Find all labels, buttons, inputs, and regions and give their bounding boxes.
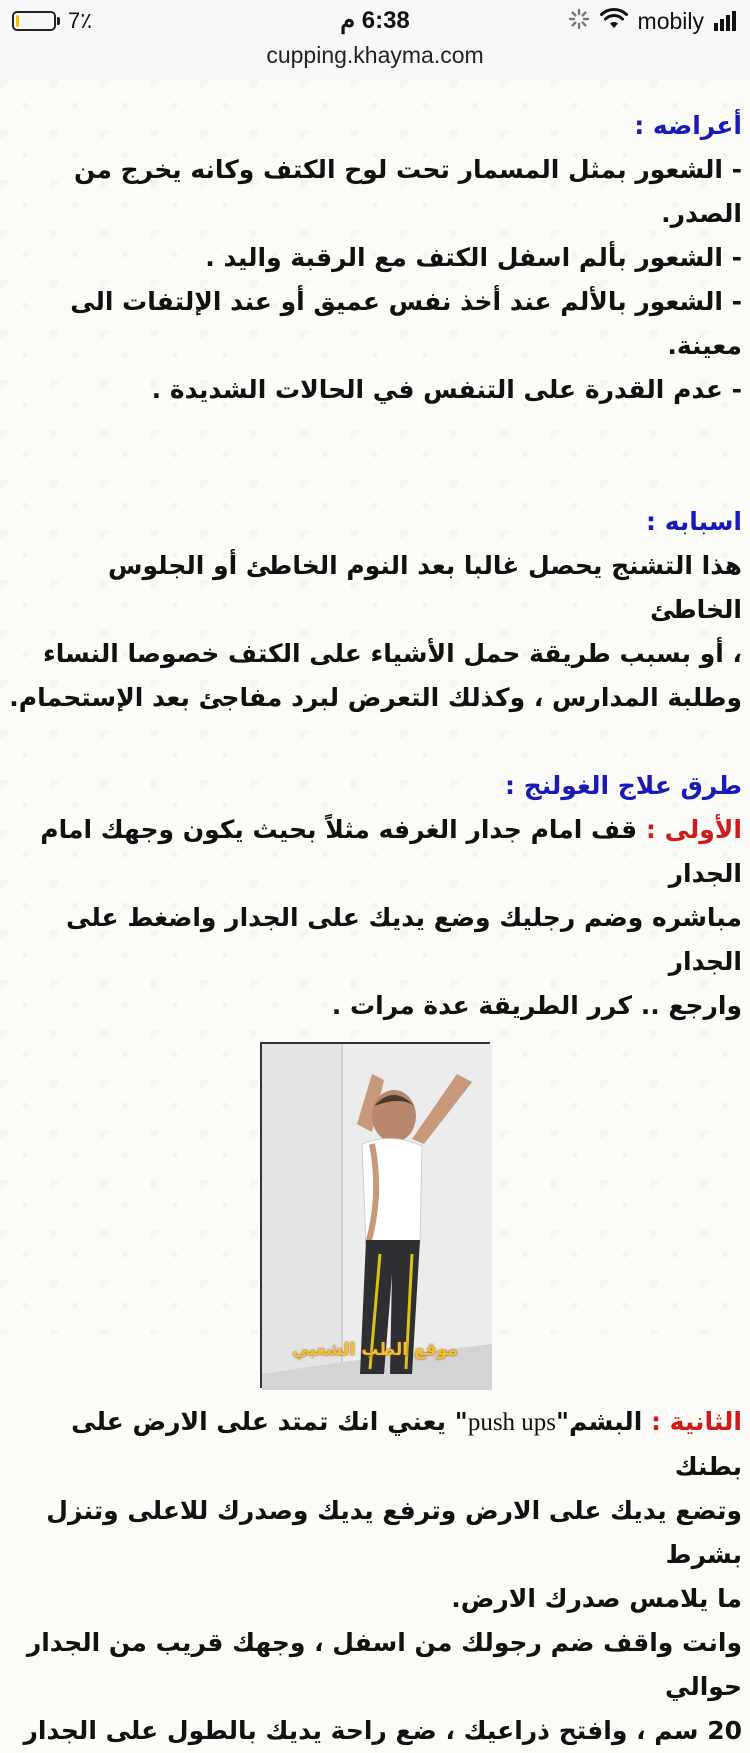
causes-line: وطلبة المدارس ، وكذلك التعرض لبرد مفاجئ بعد الإستحمام. [9, 683, 742, 712]
status-bar [0, 0, 750, 81]
treatment-line: ما يلامس صدرك الارض. [451, 1584, 742, 1613]
treatment-heading: طرق علاج الغولنج : [505, 771, 742, 800]
causes-line: هذا التشنج يحصل غالبا بعد النوم الخاطئ أو الجلوس الخاطئ [108, 551, 742, 624]
treatment-line: وانت واقف ضم رجولك من اسفل ، وجهك قريب من الجدار حوالي [26, 1628, 742, 1701]
symptom-item: - الشعور بألم اسفل الكتف مع الرقبة واليد . [205, 243, 742, 272]
treatment-line: وتضع يديك على الارض وترفع يديك وصدرك للاعلى وتنزل بشرط [46, 1496, 742, 1569]
second-word: البشم" [556, 1407, 643, 1436]
treatment-line: وارجع .. كرر الطريقة عدة مرات . [331, 991, 742, 1020]
battery-percent: 7٪ [68, 8, 93, 33]
carrier-name: mobily [637, 7, 704, 34]
first-method-label: الأولى : [645, 815, 742, 844]
signal-strength-icon [714, 11, 736, 31]
treatment-first-line [8, 808, 742, 896]
symptom-item: - الشعور بمثل المسمار تحت لوح الكتف وكانه يخرج من الصدر. [73, 155, 742, 228]
push-ups-term: push ups [467, 1409, 557, 1436]
network-status [568, 8, 736, 34]
symptom-item: - الشعور بالألم عند أخذ نفس عميق أو عند الإلتفات الى معينة. [70, 287, 742, 360]
image-watermark: موقع الطب الشعبي [292, 1340, 458, 1360]
treatment-line: مباشره وضم رجليك وضع يديك على الجدار واضغط على الجدار [66, 903, 742, 976]
page-content[interactable] [0, 80, 750, 1745]
page-url[interactable]: cupping.khayma.com [266, 42, 484, 68]
causes-heading: اسبابه : [646, 507, 742, 536]
symptoms-heading: أعراضه : [634, 111, 742, 140]
second-rest: " يعني انك تمتد على الارض على بطنك [71, 1407, 742, 1481]
exercise-image[interactable] [260, 1042, 490, 1388]
treatment-second-line [8, 1400, 742, 1489]
article [0, 80, 750, 1753]
treatment-line: 20 سم ، وافتح ذراعيك ، ضع راحة يديك بالطول على الجدار [23, 1716, 742, 1745]
symptom-item: - عدم القدرة على التنفس في الحالات الشديدة . [151, 375, 742, 404]
causes-line: ، أو بسبب طريقة حمل الأشياء على الكتف خصوصا النساء [43, 639, 742, 668]
clock: 6:38 م [340, 7, 410, 34]
second-method-label: الثانية : [650, 1407, 742, 1436]
loading-spinner-icon [568, 8, 590, 34]
wifi-icon [600, 8, 628, 34]
treatment-first-text: قف امام جدار الغرفه مثلاً بحيث يكون وجهك امام الجدار [40, 815, 742, 888]
